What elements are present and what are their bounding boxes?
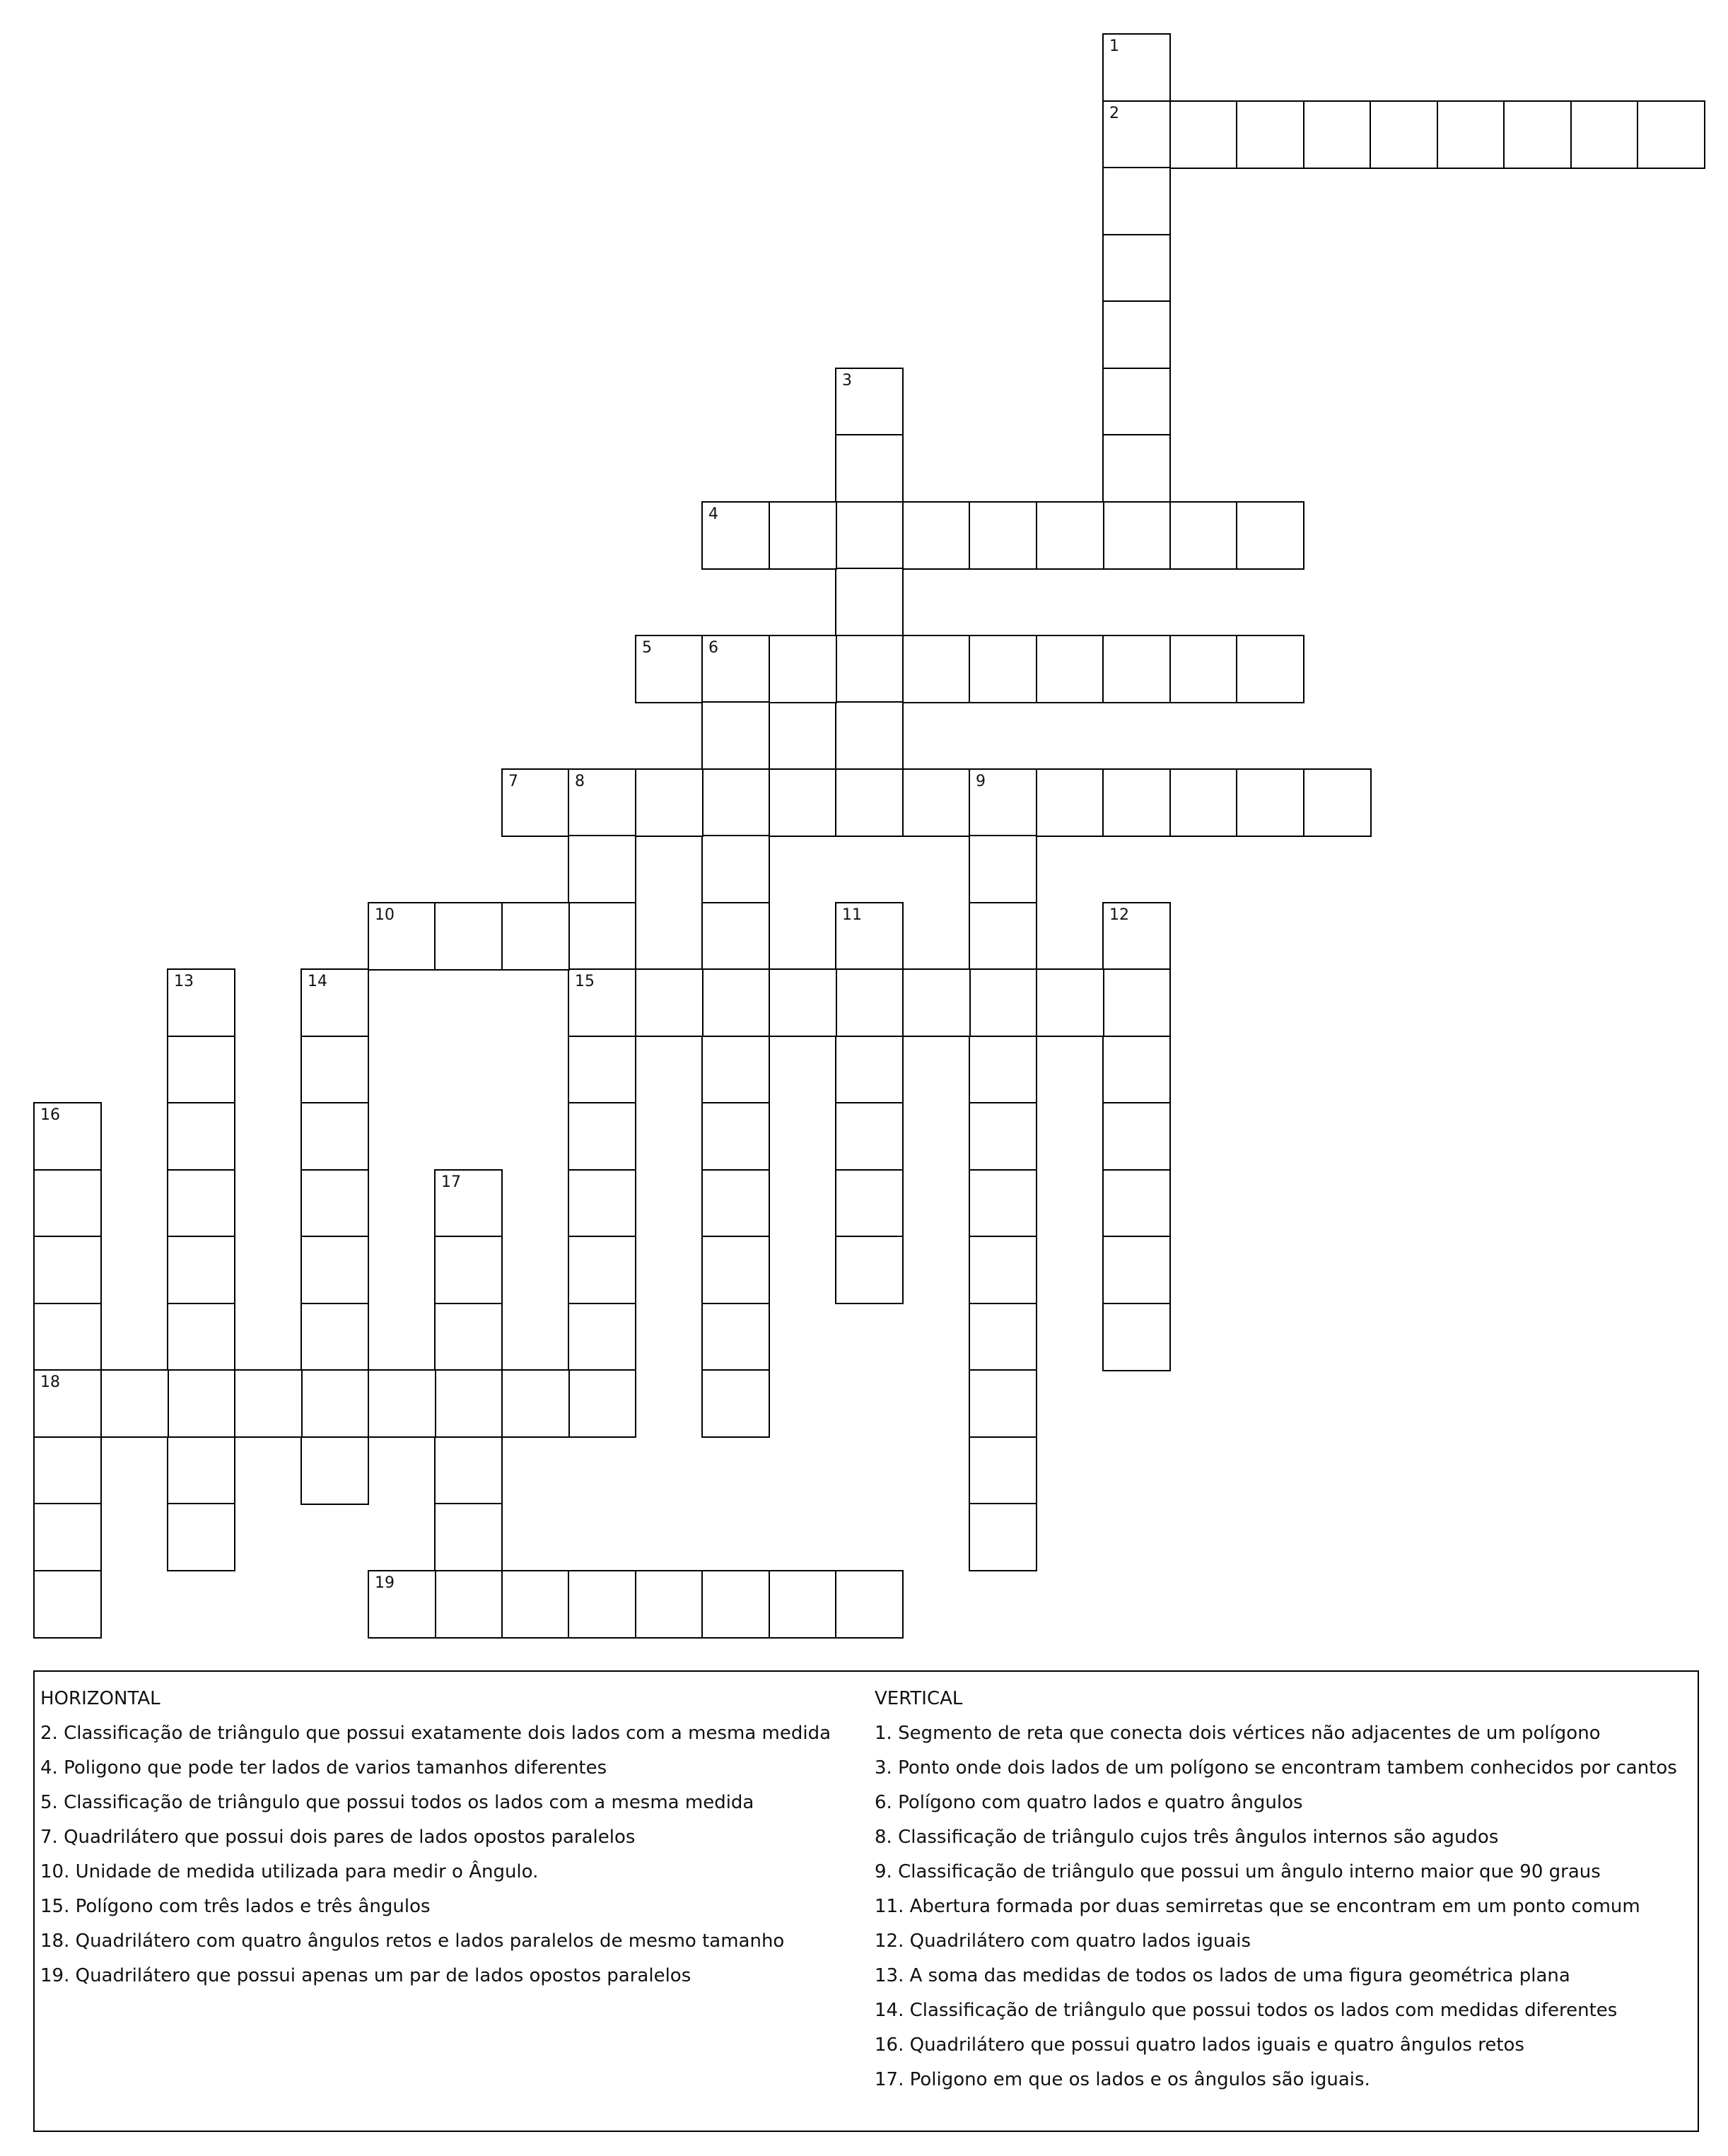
- grid-cell[interactable]: [701, 1369, 770, 1438]
- grid-cell[interactable]: [1169, 100, 1238, 169]
- grid-cell[interactable]: [835, 1102, 904, 1171]
- grid-cell[interactable]: [969, 501, 1037, 570]
- grid-cell[interactable]: [568, 768, 636, 837]
- grid-cell[interactable]: [300, 1102, 369, 1171]
- grid-cell[interactable]: [1102, 434, 1171, 503]
- grid-cell[interactable]: [1236, 501, 1304, 570]
- clue-number: 9: [976, 773, 986, 790]
- grid-cell[interactable]: [635, 968, 704, 1037]
- grid-cell[interactable]: [300, 1303, 369, 1371]
- grid-cell[interactable]: [368, 1570, 436, 1639]
- grid-cell[interactable]: [701, 635, 770, 703]
- clue-number: 11: [842, 906, 862, 924]
- grid-cell[interactable]: [769, 768, 837, 837]
- grid-cell[interactable]: [1036, 501, 1104, 570]
- grid-cell[interactable]: [568, 1102, 636, 1171]
- grid-cell[interactable]: [902, 635, 971, 703]
- grid-cell[interactable]: [434, 1303, 503, 1371]
- grid-cell[interactable]: [1036, 768, 1104, 837]
- grid-cell[interactable]: [969, 902, 1037, 971]
- grid-cell[interactable]: [33, 1169, 102, 1238]
- grid-cell[interactable]: [167, 1169, 235, 1238]
- clue-box: [33, 1670, 1699, 2132]
- grid-cell[interactable]: [1102, 501, 1171, 570]
- clue-vertical-12: 12. Quadrilátero com quatro lados iguais: [875, 1931, 1251, 1952]
- clue-number: 10: [375, 906, 395, 924]
- grid-cell[interactable]: [434, 1169, 503, 1238]
- grid-cell[interactable]: [234, 1369, 303, 1438]
- grid-cell[interactable]: [33, 1369, 102, 1438]
- grid-cell[interactable]: [701, 1236, 770, 1304]
- grid-cell[interactable]: [434, 902, 503, 971]
- clue-number: 16: [40, 1106, 60, 1124]
- grid-cell[interactable]: [701, 1102, 770, 1171]
- clue-vertical-1: 1. Segmento de reta que conecta dois vértices não adjacentes de um polígono: [875, 1723, 1601, 1744]
- grid-cell[interactable]: [300, 1369, 369, 1438]
- grid-cell[interactable]: [1102, 234, 1171, 303]
- grid-cell[interactable]: [969, 768, 1037, 837]
- grid-cell[interactable]: [434, 1436, 503, 1505]
- grid-cell[interactable]: [167, 968, 235, 1037]
- grid-cell[interactable]: [1236, 100, 1304, 169]
- grid-cell[interactable]: [835, 968, 904, 1037]
- grid-cell[interactable]: [1236, 635, 1304, 703]
- grid-cell[interactable]: [300, 968, 369, 1037]
- grid-cell[interactable]: [701, 701, 770, 770]
- clue-horizontal-18: 18. Quadrilátero com quatro ângulos retos e lados paralelos de mesmo tamanho: [40, 1931, 785, 1952]
- grid-cell[interactable]: [568, 902, 636, 971]
- vertical-clues: [875, 1682, 1695, 2097]
- grid-cell[interactable]: [501, 1369, 570, 1438]
- clue-vertical-9: 9. Classificação de triângulo que possui um ângulo interno maior que 90 graus: [875, 1861, 1601, 1882]
- grid-cell[interactable]: [434, 1369, 503, 1438]
- grid-cell[interactable]: [835, 1169, 904, 1238]
- grid-cell[interactable]: [1102, 902, 1171, 971]
- grid-cell[interactable]: [969, 635, 1037, 703]
- grid-cell[interactable]: [1102, 1036, 1171, 1104]
- grid-cell[interactable]: [568, 835, 636, 903]
- grid-cell[interactable]: [1169, 501, 1238, 570]
- grid-cell[interactable]: [769, 635, 837, 703]
- grid-cell[interactable]: [167, 1303, 235, 1371]
- grid-cell[interactable]: [300, 1169, 369, 1238]
- grid-cell[interactable]: [167, 1036, 235, 1104]
- grid-cell[interactable]: [167, 1503, 235, 1571]
- grid-cell[interactable]: [568, 968, 636, 1037]
- grid-cell[interactable]: [1102, 368, 1171, 436]
- clue-number: 1: [1109, 37, 1119, 55]
- grid-cell[interactable]: [33, 1570, 102, 1639]
- grid-cell[interactable]: [835, 1236, 904, 1304]
- horizontal-title: HORIZONTAL: [40, 1688, 160, 1709]
- grid-cell[interactable]: [1102, 167, 1171, 235]
- grid-cell[interactable]: [1102, 1102, 1171, 1171]
- clue-vertical-3: 3. Ponto onde dois lados de um polígono se encontram tambem conhecidos por cantos: [875, 1757, 1677, 1779]
- grid-cell[interactable]: [969, 1303, 1037, 1371]
- grid-cell[interactable]: [701, 835, 770, 903]
- grid-cell[interactable]: [902, 501, 971, 570]
- grid-cell[interactable]: [33, 1503, 102, 1571]
- grid-cell[interactable]: [1102, 33, 1171, 102]
- grid-cell[interactable]: [434, 1570, 503, 1639]
- grid-cell[interactable]: [835, 768, 904, 837]
- clue-number: 3: [842, 372, 852, 389]
- grid-cell[interactable]: [1370, 100, 1438, 169]
- grid-cell[interactable]: [1102, 300, 1171, 369]
- grid-cell[interactable]: [300, 1236, 369, 1304]
- grid-cell[interactable]: [434, 1503, 503, 1571]
- grid-cell[interactable]: [635, 635, 704, 703]
- grid-cell[interactable]: [1637, 100, 1705, 169]
- grid-cell[interactable]: [501, 902, 570, 971]
- clue-number: 19: [375, 1574, 395, 1592]
- clue-number: 12: [1109, 906, 1129, 924]
- clue-number: 13: [174, 973, 194, 990]
- clue-vertical-11: 11. Abertura formada por duas semirretas que se encontram em um ponto comum: [875, 1896, 1640, 1917]
- clue-number: 18: [40, 1373, 60, 1391]
- clue-vertical-8: 8. Classificação de triângulo cujos três ângulos internos são agudos: [875, 1827, 1499, 1848]
- vertical-title: VERTICAL: [875, 1688, 963, 1709]
- grid-cell[interactable]: [1102, 1236, 1171, 1304]
- grid-cell[interactable]: [33, 1303, 102, 1371]
- clue-horizontal-5: 5. Classificação de triângulo que possui todos os lados com a mesma medida: [40, 1792, 754, 1813]
- grid-cell[interactable]: [835, 434, 904, 503]
- grid-cell[interactable]: [501, 768, 570, 837]
- grid-cell[interactable]: [568, 1036, 636, 1104]
- grid-cell[interactable]: [568, 1570, 636, 1639]
- clue-number: 7: [508, 773, 518, 790]
- grid-cell[interactable]: [167, 1369, 235, 1438]
- grid-cell[interactable]: [568, 1236, 636, 1304]
- grid-cell[interactable]: [635, 1570, 704, 1639]
- grid-cell[interactable]: [835, 902, 904, 971]
- grid-cell[interactable]: [1169, 768, 1238, 837]
- grid-cell[interactable]: [835, 1570, 904, 1639]
- grid-cell[interactable]: [701, 501, 770, 570]
- grid-cell[interactable]: [568, 1369, 636, 1438]
- grid-cell[interactable]: [701, 1570, 770, 1639]
- grid-cell[interactable]: [769, 1570, 837, 1639]
- grid-cell[interactable]: [33, 1436, 102, 1505]
- grid-cell[interactable]: [835, 635, 904, 703]
- grid-cell[interactable]: [1169, 635, 1238, 703]
- grid-cell[interactable]: [1303, 768, 1372, 837]
- clue-horizontal-19: 19. Quadrilátero que possui apenas um par de lados opostos paralelos: [40, 1965, 691, 1986]
- grid-cell[interactable]: [1437, 100, 1505, 169]
- grid-cell[interactable]: [835, 701, 904, 770]
- grid-cell[interactable]: [969, 1369, 1037, 1438]
- grid-cell[interactable]: [835, 568, 904, 636]
- clue-number: 14: [308, 973, 327, 990]
- clue-horizontal-15: 15. Polígono com três lados e três ângulos: [40, 1896, 431, 1917]
- grid-cell[interactable]: [701, 1303, 770, 1371]
- grid-cell[interactable]: [1236, 768, 1304, 837]
- grid-cell[interactable]: [1570, 100, 1639, 169]
- grid-cell[interactable]: [300, 1436, 369, 1505]
- clue-number: 5: [642, 639, 652, 657]
- grid-cell[interactable]: [701, 1169, 770, 1238]
- grid-cell[interactable]: [835, 368, 904, 436]
- grid-cell[interactable]: [501, 1570, 570, 1639]
- grid-cell[interactable]: [969, 1169, 1037, 1238]
- grid-cell[interactable]: [1102, 635, 1171, 703]
- grid-cell[interactable]: [33, 1236, 102, 1304]
- grid-cell[interactable]: [701, 968, 770, 1037]
- grid-cell[interactable]: [701, 902, 770, 971]
- grid-cell[interactable]: [434, 1236, 503, 1304]
- clue-number: 17: [441, 1173, 461, 1191]
- grid-cell[interactable]: [701, 768, 770, 837]
- clue-vertical-13: 13. A soma das medidas de todos os lados de uma figura geométrica plana: [875, 1965, 1570, 1986]
- clue-vertical-14: 14. Classificação de triângulo que possui todos os lados com medidas diferentes: [875, 2000, 1618, 2021]
- clue-horizontal-2: 2. Classificação de triângulo que possui exatamente dois lados com a mesma medida: [40, 1723, 831, 1744]
- clue-number: 2: [1109, 105, 1119, 122]
- clue-vertical-6: 6. Polígono com quatro lados e quatro ângulos: [875, 1792, 1303, 1813]
- grid-cell[interactable]: [1036, 968, 1104, 1037]
- grid-cell[interactable]: [969, 1436, 1037, 1505]
- grid-cell[interactable]: [167, 1102, 235, 1171]
- clue-number: 4: [708, 505, 718, 523]
- grid-cell[interactable]: [769, 501, 837, 570]
- grid-cell[interactable]: [969, 1036, 1037, 1104]
- grid-cell[interactable]: [1102, 968, 1171, 1037]
- grid-cell[interactable]: [902, 768, 971, 837]
- grid-cell[interactable]: [368, 902, 436, 971]
- clue-horizontal-7: 7. Quadrilátero que possui dois pares de lados opostos paralelos: [40, 1827, 636, 1848]
- grid-cell[interactable]: [368, 1369, 436, 1438]
- clue-horizontal-10: 10. Unidade de medida utilizada para medir o Ângulo.: [40, 1861, 539, 1882]
- grid-cell[interactable]: [635, 768, 704, 837]
- clue-horizontal-4: 4. Poligono que pode ter lados de varios tamanhos diferentes: [40, 1757, 607, 1779]
- grid-cell[interactable]: [1303, 100, 1372, 169]
- grid-cell[interactable]: [167, 1236, 235, 1304]
- grid-cell[interactable]: [1102, 768, 1171, 837]
- grid-cell[interactable]: [969, 968, 1037, 1037]
- grid-cell[interactable]: [969, 1503, 1037, 1571]
- grid-cell[interactable]: [300, 1036, 369, 1104]
- grid-cell[interactable]: [969, 1236, 1037, 1304]
- grid-cell[interactable]: [100, 1369, 169, 1438]
- grid-cell[interactable]: [1102, 1169, 1171, 1238]
- clue-vertical-17: 17. Poligono em que os lados e os ângulos são iguais.: [875, 2069, 1370, 2090]
- horizontal-clues: [40, 1682, 860, 1993]
- grid-cell[interactable]: [969, 835, 1037, 903]
- grid-cell[interactable]: [568, 1303, 636, 1371]
- grid-cell[interactable]: [33, 1102, 102, 1171]
- grid-cell[interactable]: [902, 968, 971, 1037]
- clue-number: 15: [575, 973, 595, 990]
- grid-cell[interactable]: [1503, 100, 1572, 169]
- grid-cell[interactable]: [1036, 635, 1104, 703]
- grid-cell[interactable]: [568, 1169, 636, 1238]
- grid-cell[interactable]: [835, 1036, 904, 1104]
- grid-cell[interactable]: [769, 968, 837, 1037]
- clue-number: 6: [708, 639, 718, 657]
- grid-cell[interactable]: [1102, 100, 1171, 169]
- grid-cell[interactable]: [701, 1036, 770, 1104]
- clue-number: 8: [575, 773, 585, 790]
- grid-cell[interactable]: [835, 501, 904, 570]
- clue-vertical-16: 16. Quadrilátero que possui quatro lados iguais e quatro ângulos retos: [875, 2034, 1524, 2056]
- grid-cell[interactable]: [969, 1102, 1037, 1171]
- grid-cell[interactable]: [1102, 1303, 1171, 1371]
- grid-cell[interactable]: [167, 1436, 235, 1505]
